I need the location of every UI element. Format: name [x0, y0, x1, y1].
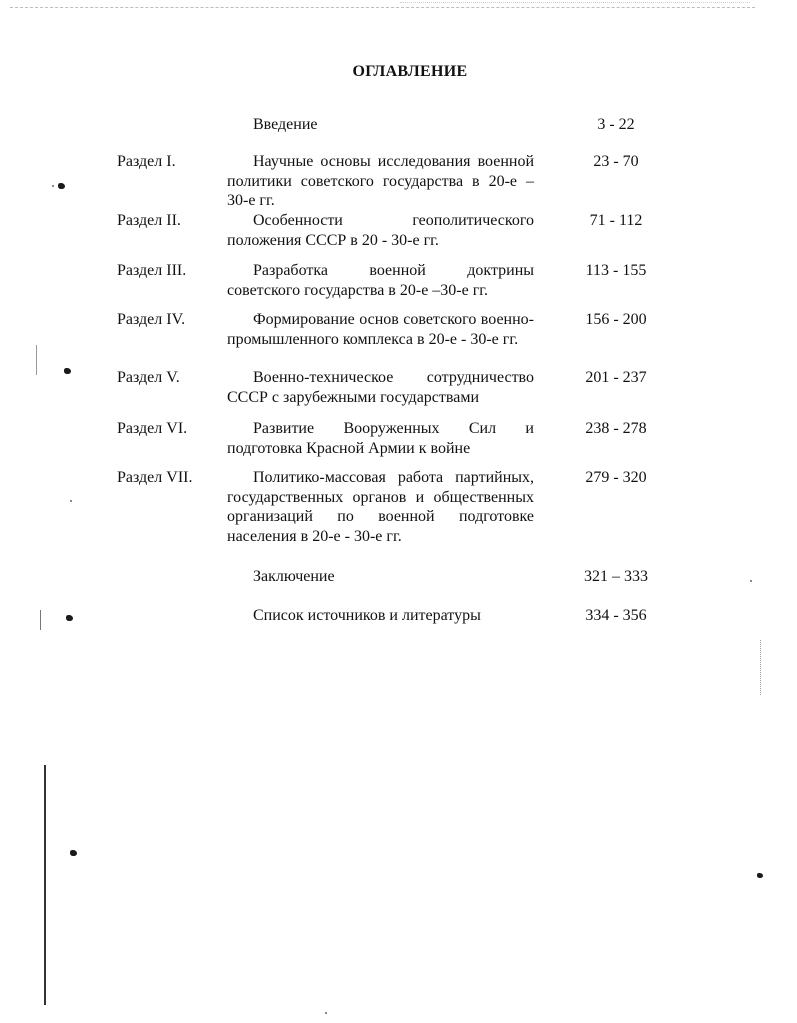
- scan-edge-line-top: [10, 7, 755, 8]
- toc-page-range: 156 - 200: [585, 311, 647, 328]
- page-title: ОГЛАВЛЕНИЕ: [352, 63, 468, 80]
- scan-edge-line-left: [44, 765, 46, 1005]
- toc-section-label: Раздел III.: [117, 262, 187, 279]
- toc-entry-title: Политико-массовая работа партийных, государственных органов и общественных организаций по военной подготовке населения в 20-е - 30-е гг.: [227, 469, 534, 545]
- toc-entry-title: Заключение: [253, 568, 335, 585]
- scan-edge-mark: [36, 345, 37, 375]
- toc-page-range: 334 - 356: [585, 607, 647, 624]
- toc-entry-title: Разработка военной доктрины советского государства в 20-е –30-е гг.: [227, 262, 534, 299]
- scan-dot: [325, 1012, 327, 1014]
- scan-speck: [58, 183, 65, 189]
- toc-section-label: Раздел II.: [117, 212, 181, 229]
- scan-speck: [64, 368, 71, 374]
- scan-dot: [52, 185, 54, 187]
- scan-dots-right: [760, 640, 762, 695]
- toc-section-label: Раздел IV.: [117, 311, 186, 328]
- scan-edge-line-top-faint: [400, 2, 750, 3]
- toc-page-range: 3 - 22: [597, 116, 635, 133]
- toc-section-label: Раздел V.: [117, 369, 180, 386]
- toc-entry-title: Развитие Вооруженных Сил и подготовка Красной Армии к войне: [227, 420, 534, 457]
- toc-entry-title: Военно-техническое сотрудничество СССР с зарубежными государствами: [227, 369, 534, 406]
- toc-entry-title: Особенности геополитического положения СССР в 20 - 30-е гг.: [227, 212, 534, 249]
- toc-page-range: 238 - 278: [585, 420, 647, 437]
- scan-speck: [70, 850, 77, 856]
- toc-entry-title: Введение: [253, 116, 318, 133]
- scan-speck: [757, 873, 763, 878]
- toc-page-range: 321 – 333: [584, 568, 648, 585]
- toc-page-range: 23 - 70: [593, 153, 639, 170]
- toc-entry-title: Научные основы исследования военной политики советского государства в 20-е – 30-е гг.: [227, 153, 534, 209]
- toc-entry-title: Список источников и литературы: [253, 607, 481, 624]
- toc-page-range: 201 - 237: [585, 369, 647, 386]
- scan-edge-mark: [40, 610, 41, 630]
- toc-section-label: Раздел VII.: [117, 469, 193, 486]
- toc-page-range: 113 - 155: [585, 262, 647, 279]
- toc-section-label: Раздел VI.: [117, 420, 188, 437]
- toc-entry-title: Формирование основ советского военно-промышленного комплекса в 20-е - 30-е гг.: [227, 311, 534, 348]
- scan-dot: [750, 580, 752, 582]
- toc-page-range: 71 - 112: [589, 212, 643, 229]
- toc-section-label: Раздел I.: [117, 153, 176, 170]
- toc-page-range: 279 - 320: [585, 469, 647, 486]
- scan-speck: [66, 615, 73, 621]
- scan-dot: [70, 500, 72, 502]
